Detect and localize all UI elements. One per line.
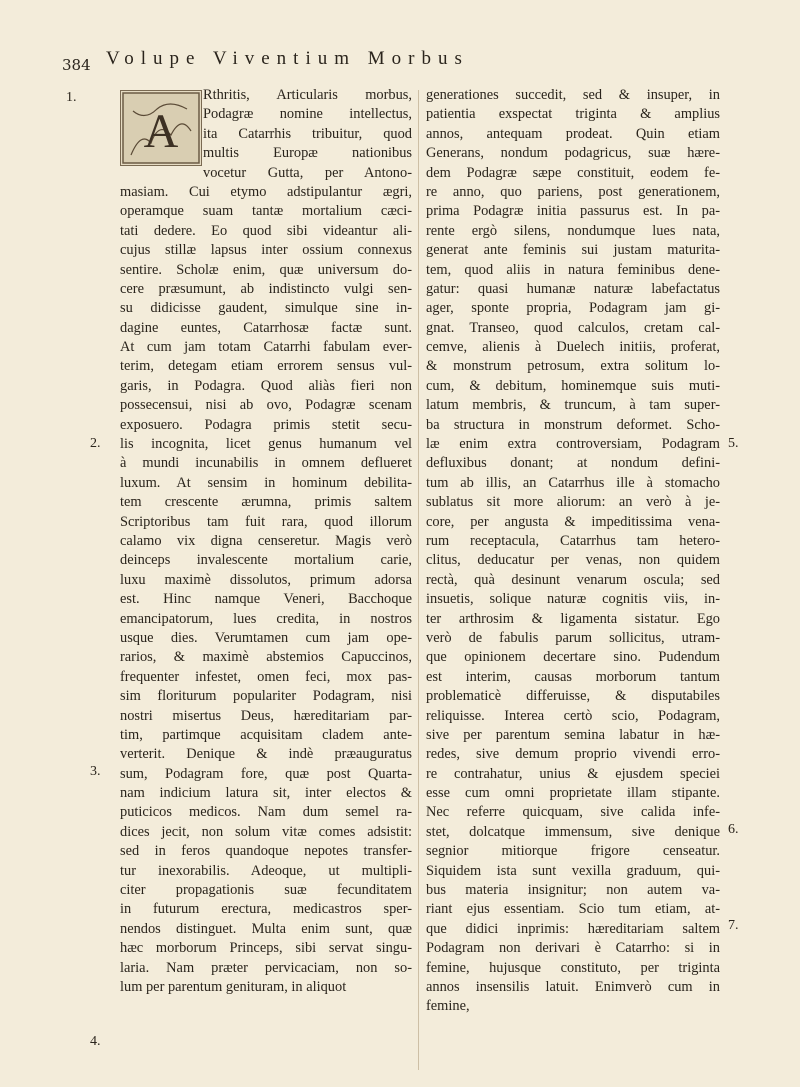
- text-line: tati dedere. Eo quod sibi videantur ali-: [120, 222, 412, 239]
- text-line: vocetur Gutta, per Antono-: [203, 164, 412, 181]
- text-line: sed in feros quandoque nepotes transfer-: [120, 843, 412, 860]
- text-line: multis Europæ nationibus: [203, 145, 412, 162]
- text-line: redes, sive demum proprio vivendi erro-: [426, 746, 720, 763]
- text-line: Siquidem ista sunt vexilla graduum, qui-: [426, 862, 720, 879]
- left-column: [120, 86, 412, 997]
- text-line: cere præsumunt, ab indistincto vulgi sen-: [120, 280, 412, 297]
- margin-number: 5.: [728, 436, 739, 451]
- text-line: Nec referre quicquam, sive calida infe-: [426, 804, 720, 821]
- text-line: Podagræ nomine intellectus,: [203, 106, 412, 123]
- text-line: lum per parentum genituram, in aliquot: [120, 978, 347, 995]
- text-line: frequenter infestet, omen feci, mox pas-: [120, 668, 412, 685]
- text-line: læ enim extra controversiam, Podagram: [426, 436, 720, 453]
- text-line: à mundi incunabilis in omnem deflueret: [120, 455, 412, 472]
- text-line: stet, dolcatque immensum, sive denique: [426, 823, 720, 840]
- text-line: Rthritis, Articularis morbus,: [203, 87, 412, 103]
- text-line: patientia exspectat triginta & amplius: [426, 106, 720, 123]
- margin-number: 1.: [66, 90, 77, 105]
- text-line: segnior mitiorque frigore censeatur.: [426, 843, 720, 860]
- text-line: gnat. Transeo, quod calculos, cretam cal-: [426, 319, 720, 336]
- text-line: ter arthrosim & ligamenta sistatur. Ego: [426, 610, 720, 627]
- text-line: est. Hinc namque Veneri, Bacchoque: [120, 591, 412, 608]
- text-line: sim floriturum populariter Podagram, nisi: [120, 688, 412, 705]
- text-line: femine, hujusque constituto, per triginta: [426, 959, 720, 976]
- text-line: generat ante feminis sui justam maturita-: [426, 242, 720, 259]
- column-divider: [418, 90, 419, 1070]
- text-line: verterit. Denique & indè præauguratus: [120, 746, 412, 763]
- text-line: su didicisse gaudent, simulque sine in-: [120, 300, 412, 317]
- text-line: generationes succedit, sed & insuper, in: [426, 87, 720, 103]
- text-line: luxu maximè dissolutos, primum adorsa: [120, 571, 412, 588]
- text-line: in futurum erectura, medicastros sper-: [120, 901, 412, 918]
- text-line: tur inexorabilis. Adeoque, ut multipli-: [120, 862, 412, 879]
- text-line: rente ergò silens, nondumque lues nata,: [426, 222, 720, 239]
- text-line: rarios, & maximè abstemios Capuccinos,: [120, 649, 412, 666]
- text-line: problematicè differuisse, & disputabiles: [426, 688, 720, 705]
- text-line: sum, Podagram fore, quæ post Quarta-: [120, 765, 412, 782]
- text-line: deinceps invalescente mortalium carie,: [120, 552, 412, 569]
- text-line: dem Podagræ sæpe constituit, eodem fe-: [426, 164, 720, 181]
- margin-number: 6.: [728, 822, 739, 837]
- text-line: Generans, nondum podagricus, suæ hære-: [426, 145, 720, 162]
- text-line: gatur: quasi humanæ naturæ labefactatus: [426, 280, 720, 297]
- text-line: terim, detegam etiam errorem sensus vul-: [120, 358, 412, 375]
- text-line: nam indicium latura sit, inter electos &: [120, 785, 412, 802]
- text-line: dices jecit, non solum vitæ comes adsistit:: [120, 823, 412, 840]
- margin-number: 2.: [90, 436, 101, 451]
- text-line: est interim, causas morborum tantum: [426, 668, 720, 685]
- text-line: operamque suam tantæ mortalium cæci-: [120, 203, 412, 220]
- text-line: usque dies. Verumtamen cum jam ope-: [120, 629, 412, 646]
- text-line: cum, & debitum, hominemque suis muti-: [426, 377, 720, 394]
- text-line: citer propagationis suæ fecunditatem: [120, 882, 412, 899]
- text-line: rum receptacula, Catarrhus tam hetero-: [426, 532, 720, 549]
- text-line: masiam. Cui etymo adstipulantur ægri,: [120, 183, 412, 200]
- text-line: sive per parentum semina labatur in hæ-: [426, 726, 720, 743]
- text-line: ba structura in monstrum deformet. Scho-: [426, 416, 720, 433]
- text-line: Scriptoribus tam fuit rara, quod illorum: [120, 513, 412, 530]
- text-line: tem crescente ærumna, primis saltem: [120, 494, 412, 511]
- running-header: [62, 48, 762, 80]
- text-line: sentire. Scholæ enim, quæ universum do-: [120, 261, 412, 278]
- margin-number: 7.: [728, 918, 739, 933]
- text-line: tum ab illis, an Catarrhus ille à stomacho: [426, 474, 720, 491]
- initial-letter: A: [143, 105, 179, 158]
- text-line: re anno, quo pariens, post generationem,: [426, 183, 720, 200]
- text-line: possecensui, nisi ab ovo, Podagræ scenam: [120, 397, 412, 414]
- text-line: annos insensilis latuit. Enimverò cum in: [426, 978, 720, 995]
- text-line: sublatus sit more aliorum: an verò à je-: [426, 494, 720, 511]
- text-line: bus materia insignitur; non autem va-: [426, 882, 720, 899]
- text-line: que didici inprimis: hæreditariam saltem: [426, 920, 720, 937]
- text-line: tem, quod aliis in natura feminibus dene-: [426, 261, 720, 278]
- text-line: luxum. At sensim in hominum debilita-: [120, 474, 412, 491]
- text-line: core, per angusta & impeditissima vena-: [426, 513, 720, 530]
- text-line: ita Catarrhis tribuitur, quod: [203, 125, 412, 142]
- text-line: prima Podagræ initia passurus est. In pa-: [426, 203, 720, 220]
- text-line: annos, antequam prodeat. Quin etiam: [426, 125, 720, 142]
- margin-number: 4.: [90, 1034, 101, 1049]
- text-line: ager, sponte propria, Podagram jam gi-: [426, 300, 720, 317]
- running-title: Volupe Viventium Morbus: [106, 48, 469, 69]
- text-line: rectà, quà desinunt venarum oscula; sed: [426, 571, 720, 588]
- text-line: cemve, alienis à Duelech initiis, proferat,: [426, 339, 720, 356]
- text-line: clitus, deducatur per venas, non quidem: [426, 552, 720, 569]
- text-line: latum membris, & truncum, à tam super-: [426, 397, 720, 414]
- text-line: Podagram non derivari è Catarrho: si in: [426, 940, 720, 957]
- text-line: riant ejus essentiam. Scio tum etiam, at-: [426, 901, 720, 918]
- text-line: lis incognita, licet genus humanum vel: [120, 436, 412, 453]
- text-line: femine,: [426, 998, 470, 1015]
- text-line: emancipatorum, lues credita, in nostros: [120, 610, 412, 627]
- margin-number: 3.: [90, 764, 101, 779]
- right-column: [426, 86, 720, 1017]
- text-line: puticicos medicos. Nam dum semel ra-: [120, 804, 412, 821]
- text-line: re contrahatur, unius & ejusdem speciei: [426, 765, 720, 782]
- text-line: garis, in Podagra. Quod aliàs fieri non: [120, 377, 412, 394]
- text-line: At cum jam totam Catarrhi fabulam ever-: [120, 339, 412, 356]
- text-line: que opinionem decertare sino. Pudendum: [426, 649, 720, 666]
- text-line: reliquisse. Interea certò scio, Podagram,: [426, 707, 720, 724]
- text-line: defluxibus donant; at nondum defini-: [426, 455, 720, 472]
- text-line: insuetis, solique naturæ cognitis viis, in-: [426, 591, 720, 608]
- text-line: laria. Nam præter pervicaciam, non so-: [120, 959, 412, 976]
- text-line: nostri misertus Deus, hæreditariam par-: [120, 707, 412, 724]
- text-line: cujus stillæ lapsus inter ossium connexus: [120, 242, 412, 259]
- text-line: & monstrum petrosum, extra solitum lo-: [426, 358, 720, 375]
- text-line: tim, partimque acquisitam cladem ante-: [120, 726, 412, 743]
- text-line: dagine euntes, Catarrhosæ factæ sunt.: [120, 319, 412, 336]
- text-line: calamo vix digna censeretur. Magis verò: [120, 532, 412, 549]
- text-line: nendos distinguet. Multa enim sunt, quæ: [120, 920, 412, 937]
- page-number: 384: [62, 56, 91, 74]
- text-line: hæc morborum Princeps, sibi servat singu-: [120, 940, 412, 957]
- text-line: esse cum omni proprietate illam stipante.: [426, 785, 720, 802]
- text-line: verò de fabulis parum sollicitus, utram-: [426, 629, 720, 646]
- text-line: exposuero. Podagra primis stetit secu-: [120, 416, 412, 433]
